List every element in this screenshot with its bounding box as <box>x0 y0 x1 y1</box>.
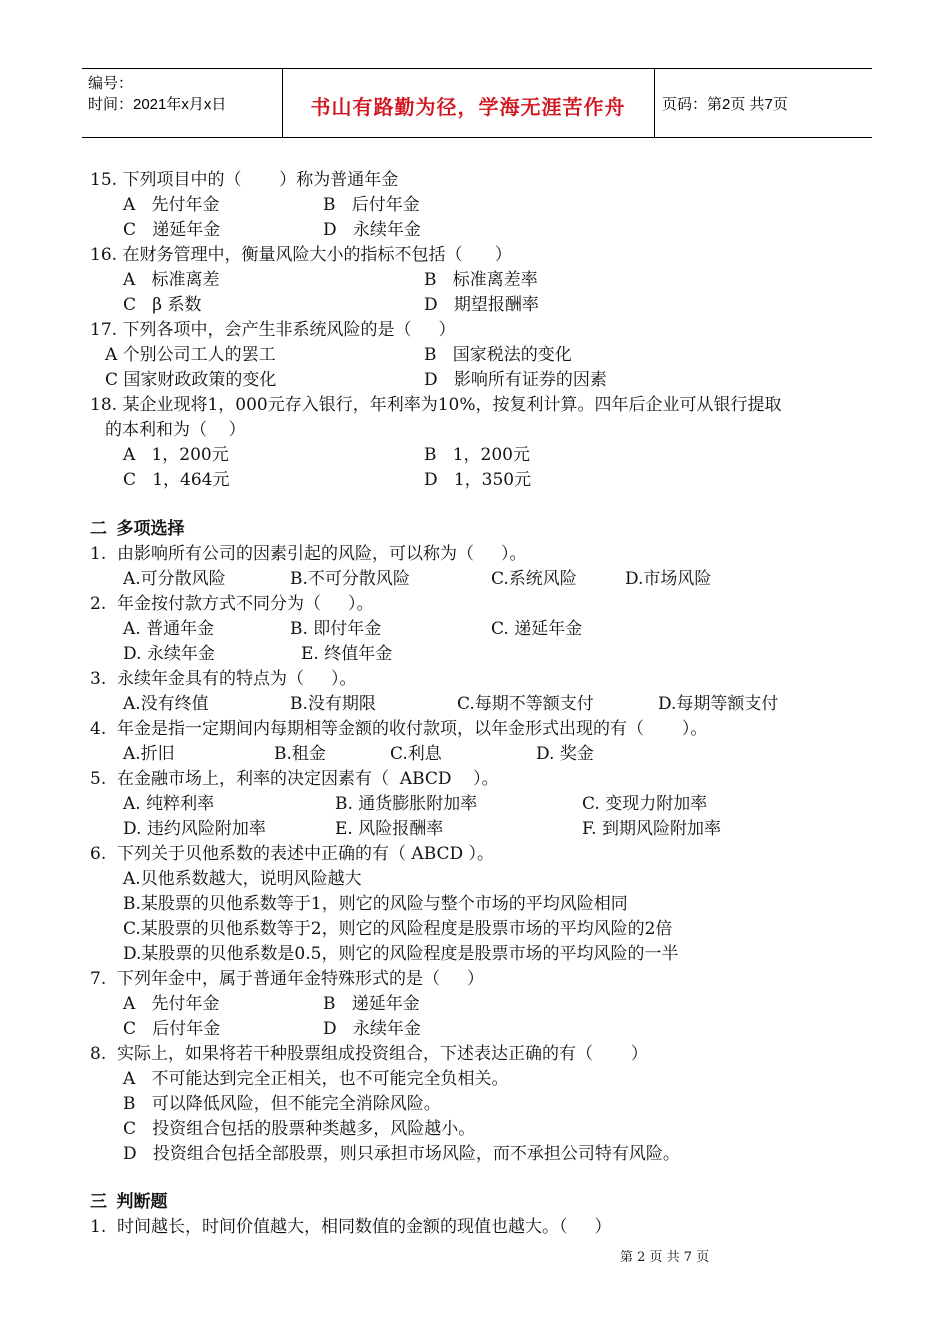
question-18: 18. 某企业现将1，000元存入银行，年利率为10%，按复利计算。四年后企业可从银行提取 <box>90 395 782 415</box>
option-text: B 可以降低风险，但不能完全消除风险。 <box>123 1094 441 1114</box>
question-multi-3: 3. 永续年金具有的特点为（ ）。 <box>90 669 357 689</box>
section-heading-true-false: 三 判断题 <box>90 1192 168 1211</box>
option-text: C 投资组合包括的股票种类越多，风险越小。 <box>123 1119 476 1139</box>
question-tf-1: 1. 时间越长，时间价值越大，相同数值的金额的现值也越大。（ ） <box>90 1217 612 1237</box>
option-text: C.利息 <box>390 744 442 764</box>
question-16: 16. 在财务管理中，衡量风险大小的指标不包括（ ） <box>90 245 512 265</box>
header-motto: 书山有路勤为径，学海无涯苦作舟 <box>310 97 626 119</box>
option-text: B 递延年金 <box>323 994 420 1014</box>
question-multi-7: 7. 下列年金中，属于普通年金特殊形式的是（ ） <box>90 969 485 989</box>
option-text: D.某股票的贝他系数是0.5，则它的风险程度是股票市场的平均风险的一半 <box>123 944 679 964</box>
header-page-info: 页码：第2页 共7页 <box>662 96 788 113</box>
option-text: C β 系数 <box>123 295 202 315</box>
question-multi-8: 8. 实际上，如果将若干种股票组成投资组合，下述表达正确的有（ ） <box>90 1044 648 1064</box>
option-text: C 后付年金 <box>123 1019 221 1039</box>
option-text: D 期望报酬率 <box>424 295 539 315</box>
question-multi-1: 1. 由影响所有公司的因素引起的风险，可以称为（ ）。 <box>90 544 527 564</box>
option-text: F. 到期风险附加率 <box>582 819 721 839</box>
option-text: A.没有终值 <box>123 694 209 714</box>
page-footer: 第 2 页 共 7 页 <box>620 1250 710 1265</box>
option-text: D. 奖金 <box>536 744 594 764</box>
option-text: C 递延年金 <box>123 220 221 240</box>
option-text: A. 纯粹利率 <box>123 794 215 814</box>
option-text: C 1，464元 <box>123 470 230 490</box>
option-text: C.每期不等额支付 <box>457 694 594 714</box>
option-text: D.市场风险 <box>625 569 712 589</box>
question-multi-5: 5. 在金融市场上，利率的决定因素有（ ABCD ）。 <box>90 769 499 789</box>
time-label: 时间：2021年x月x日 <box>88 96 227 113</box>
option-text: D 1，350元 <box>424 470 532 490</box>
serial-label: 编号： <box>88 75 134 92</box>
option-text: D 永续年金 <box>323 1019 421 1039</box>
question-17: 17. 下列各项中，会产生非系统风险的是（ ） <box>90 320 456 340</box>
option-text: A 不可能达到完全正相关，也不可能完全负相关。 <box>123 1069 509 1089</box>
option-text: C. 递延年金 <box>491 619 583 639</box>
option-text: D.每期等额支付 <box>658 694 779 714</box>
option-text: B.没有期限 <box>290 694 376 714</box>
option-text: C. 变现力附加率 <box>582 794 708 814</box>
option-text: D 投资组合包括全部股票，则只承担市场风险，而不承担公司特有风险。 <box>123 1144 680 1164</box>
question-15: 15. 下列项目中的（ ）称为普通年金 <box>90 170 399 190</box>
option-text: C.某股票的贝他系数等于2，则它的风险程度是股票市场的平均风险的2倍 <box>123 919 673 939</box>
option-text: A.贝他系数越大，说明风险越大 <box>123 869 362 889</box>
option-text: B.不可分散风险 <box>290 569 410 589</box>
option-text: A 标准离差 <box>123 270 220 290</box>
section-heading-multiple-choice: 二 多项选择 <box>90 519 185 538</box>
option-text: A 个别公司工人的罢工 <box>105 345 276 365</box>
option-text: B. 通货膨胀附加率 <box>335 794 478 814</box>
option-text: D. 永续年金 <box>123 644 215 664</box>
option-text: A.可分散风险 <box>123 569 226 589</box>
option-text: D. 违约风险附加率 <box>123 819 266 839</box>
option-text: B 后付年金 <box>323 195 420 215</box>
option-text: B 标准离差率 <box>424 270 538 290</box>
option-text: B. 即付年金 <box>290 619 382 639</box>
option-text: D 永续年金 <box>323 220 421 240</box>
option-text: A 1，200元 <box>123 445 229 465</box>
option-text: E. 终值年金 <box>301 644 393 664</box>
option-text: A.折旧 <box>123 744 175 764</box>
option-text: B.某股票的贝他系数等于1，则它的风险与整个市场的平均风险相同 <box>123 894 628 914</box>
question-18-continued: 的本利和为（ ） <box>105 420 246 440</box>
option-text: A 先付年金 <box>123 195 220 215</box>
header-divider <box>654 69 655 137</box>
question-multi-6: 6. 下列关于贝他系数的表述中正确的有（ ABCD ）。 <box>90 844 495 864</box>
option-text: B 国家税法的变化 <box>424 345 572 365</box>
question-multi-4: 4. 年金是指一定期间内每期相等金额的收付款项，以年金形式出现的有（ ）。 <box>90 719 708 739</box>
option-text: B 1，200元 <box>424 445 530 465</box>
page-header <box>82 68 872 138</box>
option-text: A 先付年金 <box>123 994 220 1014</box>
option-text: E. 风险报酬率 <box>335 819 444 839</box>
option-text: A. 普通年金 <box>123 619 215 639</box>
option-text: C 国家财政政策的变化 <box>105 370 277 390</box>
option-text: B.租金 <box>274 744 326 764</box>
header-meta <box>88 73 226 115</box>
question-multi-2: 2. 年金按付款方式不同分为（ ）。 <box>90 594 374 614</box>
option-text: D 影响所有证券的因素 <box>424 370 607 390</box>
option-text: C.系统风险 <box>491 569 577 589</box>
